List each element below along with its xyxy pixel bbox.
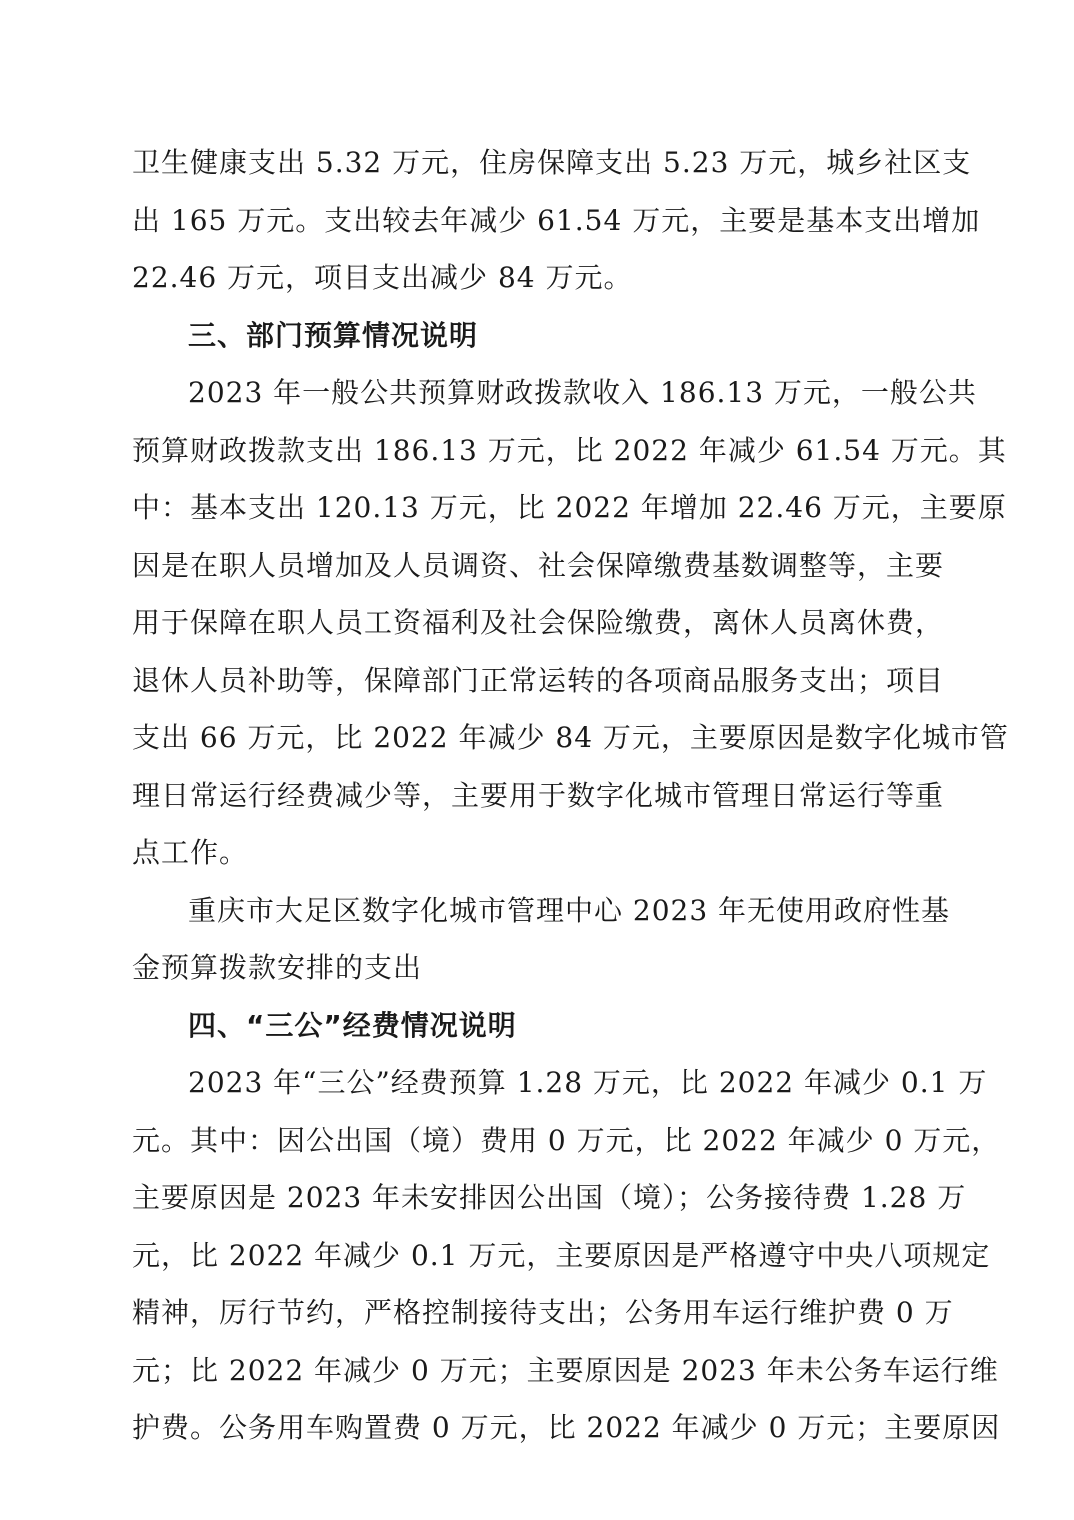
text-line: 中：基本支出 120.13 万元，比 2022 年增加 22.46 万元，主要原 (132, 491, 1007, 524)
text-line: 22.46 万元，项目支出减少 84 万元。 (132, 261, 633, 294)
section-heading-budget: 三、部门预算情况说明 (188, 318, 479, 352)
section-heading-three-public: 四、“三公”经费情况说明 (188, 1008, 517, 1042)
text-line: 2023 年“三公”经费预算 1.28 万元，比 2022 年减少 0.1 万 (188, 1066, 988, 1099)
text-line: 重庆市大足区数字化城市管理中心 2023 年无使用政府性基 (188, 893, 951, 927)
text-line: 2023 年一般公共预算财政拨款收入 186.13 万元，一般公共 (188, 376, 977, 409)
text-line: 金预算拨款安排的支出 (132, 951, 423, 984)
text-line: 因是在职人员增加及人员调资、社会保障缴费基数调整等，主要 (132, 548, 945, 582)
text-line: 出 165 万元。支出较去年减少 61.54 万元，主要是基本支出增加 (132, 203, 981, 237)
text-line: 主要原因是 2023 年未安排因公出国（境）；公务接待费 1.28 万 (132, 1181, 967, 1214)
text-line: 用于保障在职人员工资福利及社会保险缴费，离休人员离休费， (132, 606, 945, 639)
text-line: 元，比 2022 年减少 0.1 万元，主要原因是严格遵守中央八项规定 (132, 1238, 991, 1272)
document-body (132, 134, 1009, 1457)
text-line: 元；比 2022 年减少 0 万元；主要原因是 2023 年未公务车运行维 (132, 1353, 999, 1387)
text-line: 元。其中：因公出国（境）费用 0 万元，比 2022 年减少 0 万元， (132, 1123, 1001, 1157)
text-line: 精神，厉行节约，严格控制接待支出；公务用车运行维护费 0 万 (132, 1296, 954, 1329)
text-line: 护费。公务用车购置费 0 万元，比 2022 年减少 0 万元；主要原因 (132, 1411, 1001, 1444)
text-line: 支出 66 万元，比 2022 年减少 84 万元，主要原因是数字化城市管 (132, 721, 1009, 754)
text-line: 预算财政拨款支出 186.13 万元，比 2022 年减少 61.54 万元。其 (132, 433, 1007, 467)
text-line: 退休人员补助等，保障部门正常运转的各项商品服务支出；项目 (132, 663, 945, 697)
text-line: 理日常运行经费减少等，主要用于数字化城市管理日常运行等重 (132, 778, 945, 812)
text-line: 点工作。 (132, 836, 249, 869)
text-line: 卫生健康支出 5.32 万元，住房保障支出 5.23 万元，城乡社区支 (132, 146, 972, 179)
